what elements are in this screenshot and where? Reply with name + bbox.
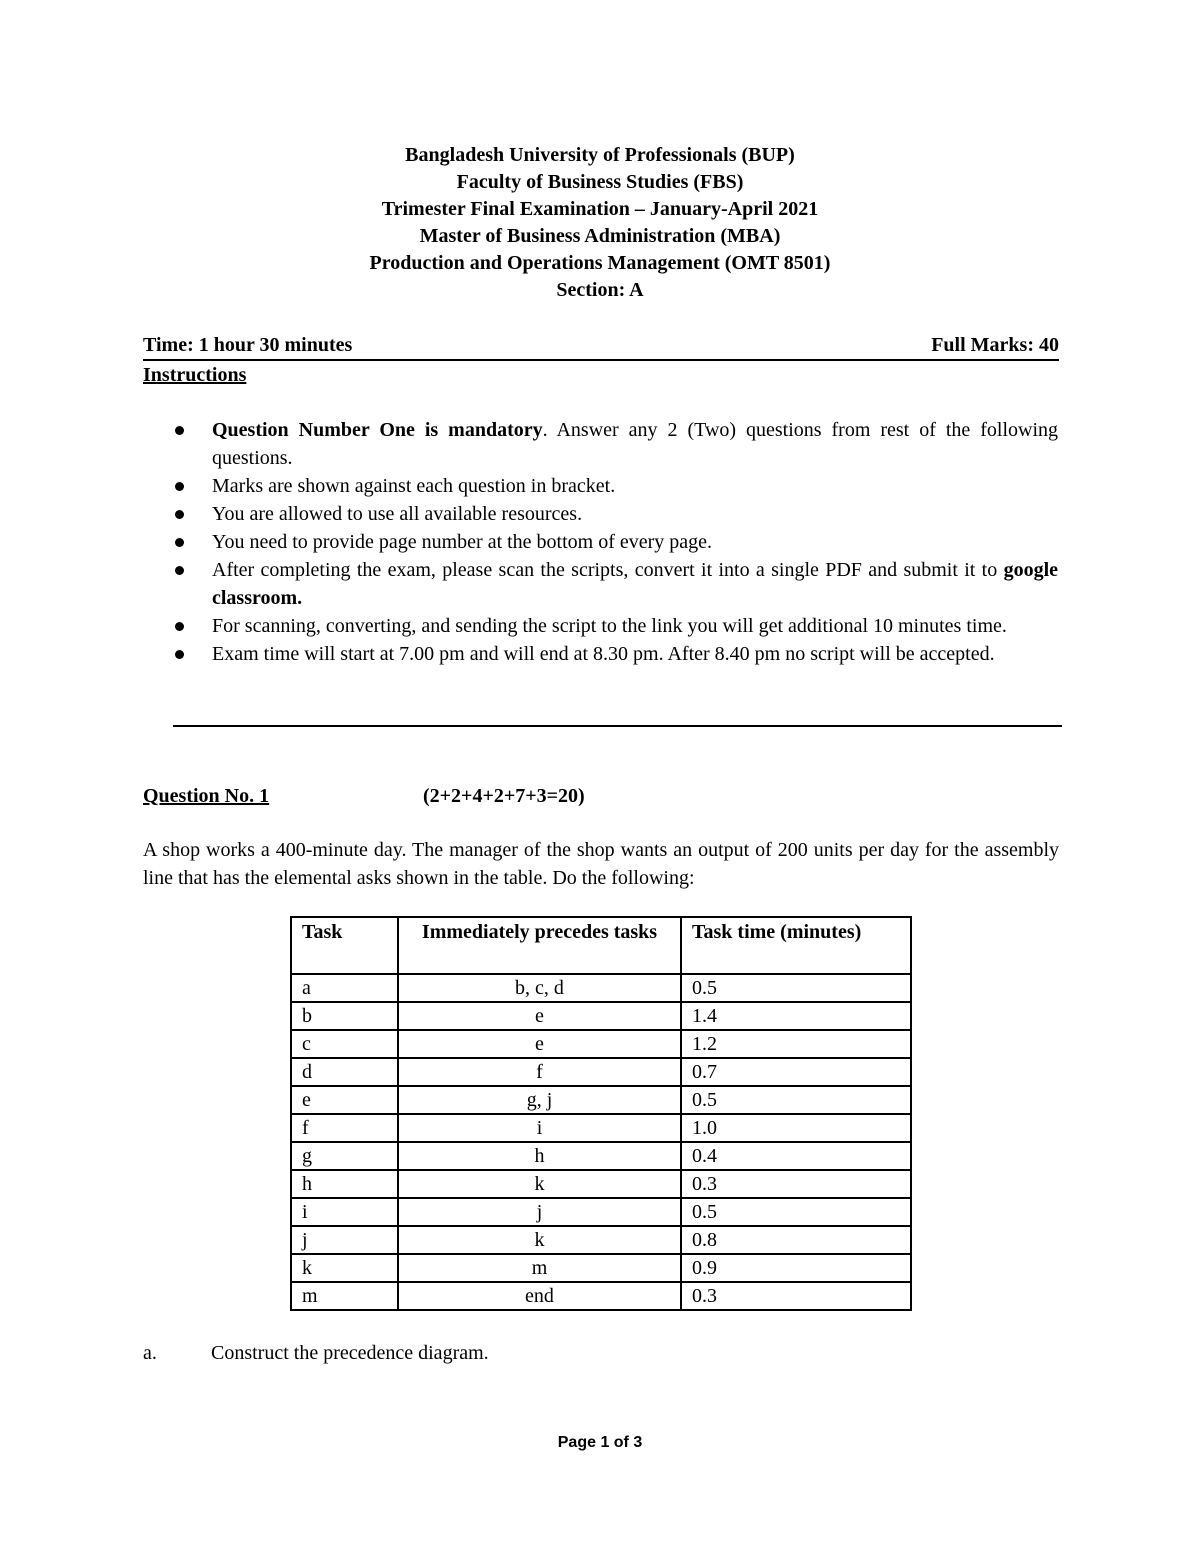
- section-label: Section: A: [556, 279, 644, 301]
- bullet-icon: [175, 510, 184, 519]
- instruction-text: For scanning, converting, and sending the script to the link you will get additional 10 minutes time.: [212, 615, 1007, 637]
- task-cell: h: [291, 1170, 398, 1198]
- time-cell: 1.2: [681, 1030, 911, 1058]
- precedes-cell: i: [398, 1114, 681, 1142]
- task-cell: d: [291, 1058, 398, 1086]
- precedes-cell: g, j: [398, 1086, 681, 1114]
- task-cell: m: [291, 1282, 398, 1310]
- question-text: A shop works a 400-minute day. The manager of the shop wants an output of 200 units per day for the assembly line that has the elemental asks shown in the table. Do the following:: [143, 839, 1059, 889]
- instruction-text: After completing the exam, please scan the scripts, convert it into a single PDF and submit it to: [212, 559, 1004, 581]
- full-marks: Full Marks: 40: [931, 334, 1059, 356]
- task-cell: f: [291, 1114, 398, 1142]
- instruction-item: [173, 556, 1058, 612]
- time-cell: 0.9: [681, 1254, 911, 1282]
- program-name: Master of Business Administration (MBA): [419, 225, 781, 247]
- task-cell: c: [291, 1030, 398, 1058]
- table-row: [291, 1002, 911, 1030]
- question-marks: (2+2+4+2+7+3=20): [423, 785, 585, 807]
- time-cell: 0.5: [681, 974, 911, 1002]
- instruction-bold-text: Question Number One is mandatory: [212, 419, 543, 441]
- instruction-item: [173, 500, 1058, 528]
- time-cell: 0.3: [681, 1170, 911, 1198]
- task-table: [290, 916, 912, 1311]
- table-row: [291, 1254, 911, 1282]
- task-cell: k: [291, 1254, 398, 1282]
- instruction-text: You need to provide page number at the bottom of every page.: [212, 531, 713, 553]
- time-cell: 0.3: [681, 1282, 911, 1310]
- course-name: Production and Operations Management (OMT 8501): [369, 252, 831, 274]
- precedes-cell: b, c, d: [398, 974, 681, 1002]
- instruction-item: [173, 472, 1058, 500]
- task-cell: i: [291, 1198, 398, 1226]
- instruction-item: [173, 416, 1058, 472]
- table-row: [291, 1226, 911, 1254]
- instruction-bold-text: google classroom.: [212, 559, 1058, 609]
- table-row: [291, 1142, 911, 1170]
- sub-question-text: Construct the precedence diagram.: [211, 1342, 489, 1364]
- instructions-heading: Instructions: [143, 364, 247, 386]
- precedes-cell: k: [398, 1170, 681, 1198]
- column-header-precedes: Immediately precedes tasks: [398, 917, 681, 974]
- time-marks-bar: [143, 332, 1059, 361]
- task-cell: j: [291, 1226, 398, 1254]
- table-row: [291, 1198, 911, 1226]
- sub-question-label: a.: [143, 1342, 157, 1364]
- exam-header: [0, 142, 1200, 304]
- table-row: [291, 1086, 911, 1114]
- precedes-cell: end: [398, 1282, 681, 1310]
- question-heading: [143, 783, 585, 810]
- exam-title: Trimester Final Examination – January-April 2021: [381, 198, 819, 220]
- university-name: Bangladesh University of Professionals (BUP): [405, 144, 795, 166]
- precedes-cell: j: [398, 1198, 681, 1226]
- table-row: [291, 1058, 911, 1086]
- instruction-item: [173, 640, 1058, 668]
- instruction-item: [173, 612, 1058, 640]
- faculty-name: Faculty of Business Studies (FBS): [456, 171, 744, 193]
- table-row: [291, 1030, 911, 1058]
- precedes-cell: f: [398, 1058, 681, 1086]
- time-cell: 0.4: [681, 1142, 911, 1170]
- time-cell: 1.0: [681, 1114, 911, 1142]
- precedes-cell: e: [398, 1002, 681, 1030]
- instructions-divider: [173, 725, 1062, 727]
- bullet-icon: [175, 482, 184, 491]
- column-header-task: Task: [291, 917, 398, 974]
- bullet-icon: [175, 566, 184, 575]
- precedes-cell: k: [398, 1226, 681, 1254]
- precedes-cell: m: [398, 1254, 681, 1282]
- page-number: Page 1 of 3: [557, 1434, 643, 1451]
- instructions-list: [173, 416, 1062, 668]
- bullet-icon: [175, 622, 184, 631]
- table-row: [291, 974, 911, 1002]
- precedes-cell: h: [398, 1142, 681, 1170]
- bullet-icon: [175, 650, 184, 659]
- time-cell: 0.8: [681, 1226, 911, 1254]
- task-cell: e: [291, 1086, 398, 1114]
- instruction-text: Marks are shown against each question in bracket.: [212, 475, 616, 497]
- precedes-cell: e: [398, 1030, 681, 1058]
- instruction-item: [173, 528, 1058, 556]
- task-cell: b: [291, 1002, 398, 1030]
- instruction-text: Exam time will start at 7.00 pm and will end at 8.30 pm. After 8.40 pm no script will be accepted.: [212, 643, 995, 665]
- bullet-icon: [175, 426, 184, 435]
- table-header-row: [291, 917, 911, 974]
- table-row: [291, 1282, 911, 1310]
- column-header-time: Task time (minutes): [681, 917, 911, 974]
- bullet-icon: [175, 538, 184, 547]
- instruction-text: . Answer any 2 (Two) questions from rest of the following questions.: [212, 419, 1058, 469]
- time-cell: 0.5: [681, 1198, 911, 1226]
- table-row: [291, 1114, 911, 1142]
- time-allowed: Time: 1 hour 30 minutes: [143, 334, 353, 356]
- task-table-body: [291, 974, 911, 1310]
- task-cell: g: [291, 1142, 398, 1170]
- task-cell: a: [291, 974, 398, 1002]
- table-row: [291, 1170, 911, 1198]
- time-cell: 0.7: [681, 1058, 911, 1086]
- instruction-text: You are allowed to use all available resources.: [212, 503, 583, 525]
- question-title: Question No. 1: [143, 785, 270, 807]
- time-cell: 0.5: [681, 1086, 911, 1114]
- time-cell: 1.4: [681, 1002, 911, 1030]
